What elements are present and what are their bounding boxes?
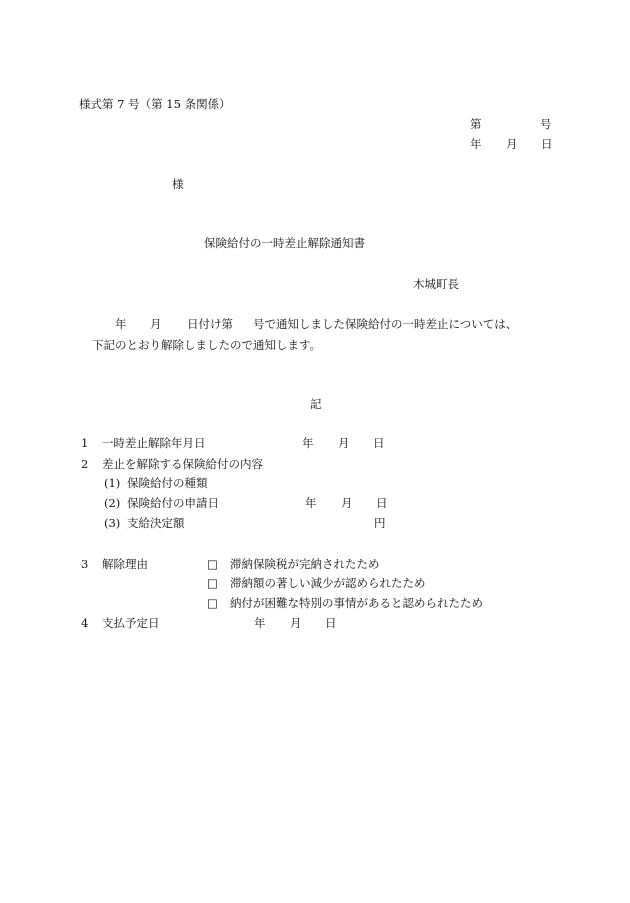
item-date-year: 年 bbox=[302, 436, 314, 450]
item-number: 4 bbox=[81, 616, 89, 630]
subitem-number: (1) bbox=[104, 476, 121, 490]
item-label: 一時差止解除年月日 bbox=[102, 436, 206, 450]
reason-option: 滞納額の著しい減少が認められたため bbox=[230, 576, 426, 590]
item-label: 解除理由 bbox=[102, 557, 148, 571]
checkbox-icon: □ bbox=[207, 596, 218, 610]
subitem-unit: 円 bbox=[374, 516, 386, 530]
addressee-honorific: 様 bbox=[172, 177, 184, 191]
ki-heading: 記 bbox=[310, 397, 322, 411]
document-title: 保険給付の一時差止解除通知書 bbox=[204, 236, 365, 250]
item-number: 2 bbox=[81, 457, 89, 471]
item-label: 差止を解除する保険給付の内容 bbox=[102, 457, 263, 471]
reason-option: 滞納保険税が完納されたため bbox=[230, 557, 380, 571]
item-date-year: 年 bbox=[254, 616, 266, 630]
subitem-date-year: 年 bbox=[305, 496, 317, 510]
item-label: 支払予定日 bbox=[102, 616, 160, 630]
ref-number-prefix: 第 bbox=[470, 117, 482, 131]
subitem-label: 保険給付の申請日 bbox=[127, 496, 219, 510]
checkbox-icon: □ bbox=[207, 576, 218, 590]
item-date-day: 日 bbox=[373, 436, 385, 450]
issue-date-day: 日 bbox=[541, 137, 553, 151]
subitem-label: 保険給付の種類 bbox=[127, 476, 208, 490]
subitem-date-day: 日 bbox=[376, 496, 388, 510]
item-date-month: 月 bbox=[290, 616, 302, 630]
issue-date-month: 月 bbox=[506, 137, 518, 151]
subitem-date-month: 月 bbox=[341, 496, 353, 510]
body-line2: 下記のとおり解除しましたので通知します。 bbox=[92, 338, 322, 352]
body-month: 月 bbox=[150, 317, 162, 331]
body-day-ref: 日付け第 bbox=[187, 317, 233, 331]
item-number: 3 bbox=[81, 557, 89, 571]
item-number: 1 bbox=[81, 436, 89, 450]
body-year: 年 bbox=[115, 317, 127, 331]
form-label: 様式第 7 号（第 15 条関係） bbox=[79, 97, 231, 111]
subitem-label: 支給決定額 bbox=[127, 516, 185, 530]
issuer: 木城町長 bbox=[413, 277, 459, 291]
subitem-number: (3) bbox=[104, 516, 121, 530]
item-date-month: 月 bbox=[338, 436, 350, 450]
reason-option: 納付が困難な特別の事情があると認められたため bbox=[230, 596, 483, 610]
body-line1-rest: 号で通知しました保険給付の一時差止については、 bbox=[253, 317, 518, 331]
ref-number-suffix: 号 bbox=[540, 117, 552, 131]
issue-date-year: 年 bbox=[470, 137, 482, 151]
checkbox-icon: □ bbox=[207, 557, 218, 571]
item-date-day: 日 bbox=[325, 616, 337, 630]
subitem-number: (2) bbox=[104, 496, 121, 510]
